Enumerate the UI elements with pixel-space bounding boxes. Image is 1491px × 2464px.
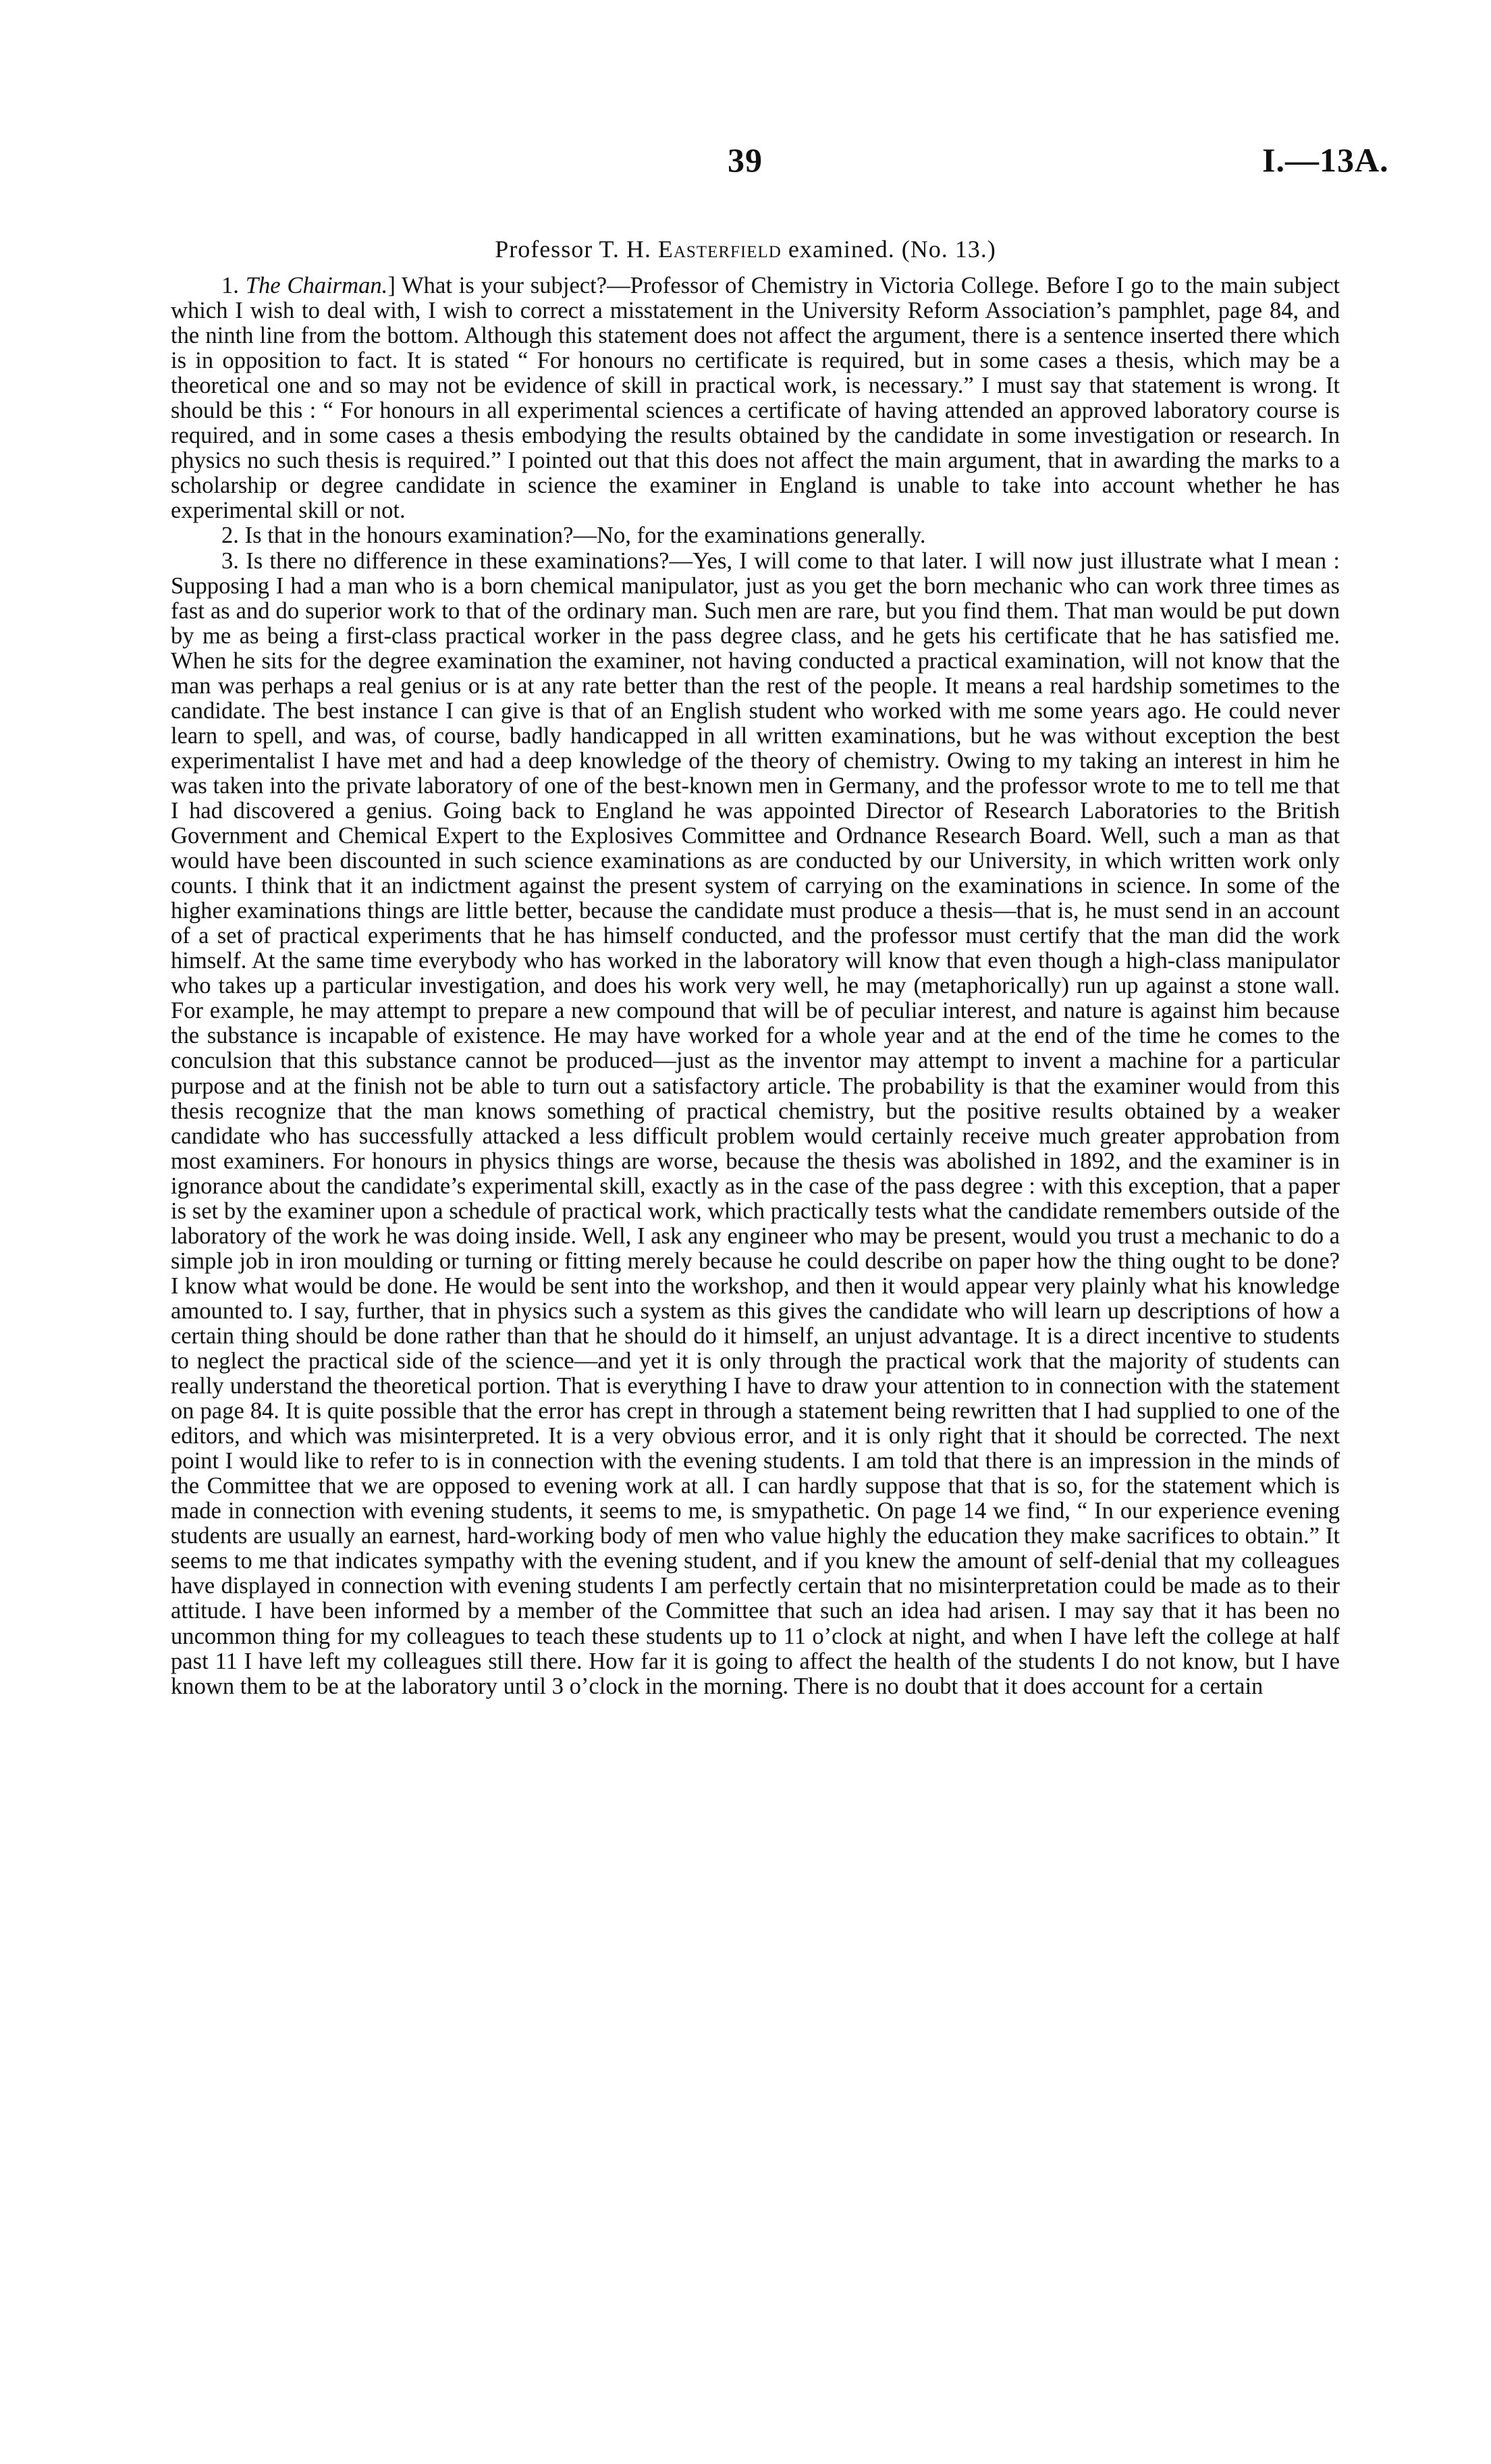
- page-header: [0, 140, 1491, 188]
- heading-prefix: Professor T. H.: [495, 236, 658, 263]
- question-1-text: ] What is your subject?—Professor of Chemistry in Victoria College. Before I go to the main subject which I wish to deal with, I wish to correct a misstatement in the University Reform Association’s pamphlet, page 84, and the ninth line from the bottom. Although this statement does not affect the argument, there is a sentence inserted there which is in opposition to fact. It is stated “ For honours no certificate is required, but in some cases a thesis, which may be a theoretical one and so may not be evidence of skill in practical work, is necessary.” I must say that statement is wrong. It should be this : “ For honours in all experimental sciences a certificate of having attended an approved laboratory course is required, and in some cases a thesis embodying the results obtained by the candidate in some investigation or research. In physics no such thesis is required.” I pointed out that this does not affect the main argument, that in awarding the marks to a scholarship or degree candidate in science the examiner in England is unable to take into account whether he has experimental skill or not.: [171, 273, 1340, 524]
- witness-heading: [0, 235, 1491, 263]
- document-reference: I.—13A.: [1262, 141, 1389, 179]
- testimony-body: [171, 273, 1340, 1699]
- question-2: 2. Is that in the honours examination?—No, for the examinations generally.: [221, 523, 926, 549]
- page-number: 39: [728, 141, 763, 179]
- question-1: [171, 273, 1340, 523]
- question-1-number: 1.: [221, 273, 246, 298]
- question-3: 3. Is there no difference in these examinations?—Yes, I will come to that later. I will now just illustrate what I mean : Supposing I had a man who is a born chemical manipulator, just as you get the born mechanic who can work three times as fast as and do superior work to that of the ordinary man. Such men are rare, but you find them. That man would be put down by me as being a first-class practical worker in the pass degree class, and he gets his certificate that he has satisfied me. When he sits for the degree examination the examiner, not having conducted a practical examination, will not know that the man was perhaps a real genius or is at any rate better than the rest of the people. It means a real hardship sometimes to the candidate. The best instance I can give is that of an English student who worked with me some years ago. He could never learn to spell, and was, of course, badly handicapped in all written examinations, but he was without exception the best experimentalist I have met and had a deep knowledge of the theory of chemistry. Owing to my taking an interest in him he was taken into the private laboratory of one of the best-known men in Germany, and the professor wrote to me to tell me that I had discovered a genius. Going back to England he was appointed Director of Research Laboratories to the British Government and Chemical Expert to the Explosives Committee and Ordnance Research Board. Well, such a man as that would have been discounted in such science examinations as are conducted by our University, in which written work only counts. I think that it an indictment against the present system of carrying on the examinations in science. In some of the higher examinations things are little better, because the candidate must produce a thesis—that is, he must send in an account of a set of practical experiments that he has himself conducted, and the professor must certify that the man did the work himself. At the same time everybody who has worked in the laboratory will know that even though a high-class manipulator who takes up a particular investigation, and does his work very well, he may (metaphorically) run up against a stone wall. For example, he may attempt to prepare a new compound that will be of peculiar interest, and nature is against him because the substance is incapable of existence. He may have worked for a whole year and at the end of the time he comes to the conculsion that this substance cannot be produced—just as the inventor may attempt to invent a machine for a particular purpose and at the finish not be able to turn out a satisfactory article. The probability is that the examiner would from this thesis recognize that the man knows something of practical chemistry, but the positive results obtained by a weaker candidate who has successfully attacked a less difficult problem would certainly receive much greater approbation from most examiners. For honours in physics things are worse, because the thesis was abolished in 1892, and the examiner is in ignorance about the candidate’s experimental skill, exactly as in the case of the pass degree : with this exception, that a paper is set by the examiner upon a schedule of practical work, which practically tests what the candidate remembers outside of the laboratory of the work he was doing inside. Well, I ask any engineer who may be present, would you trust a mechanic to do a simple job in iron moulding or turning or fitting merely because he could describe on paper how the thing ought to be done? I know what would be done. He would be sent into the workshop, and then it would appear very plainly what his knowledge amounted to. I say, further, that in physics such a system as this gives the candidate who will learn up descriptions of how a certain thing should be done rather than that he should do it himself, an unjust advantage. It is a direct incentive to students to neglect the practical side of the science—and yet it is only through the practical work that the majority of students can really understand the theoretical portion. That is everything I have to draw your attention to in connection with the statement on page 84. It is quite possible that the error has crept in through a statement being rewritten that I had supplied to one of the editors, and which was misinterpreted. It is a very obvious error, and it is only right that it should be corrected. The next point I would like to refer to is in connection with the evening students. I am told that there is an impression in the minds of the Committee that we are opposed to evening work at all. I can hardly suppose that that is so, for the statement which is made in connection with evening students, it seems to me, is smypathetic. On page 14 we find, “ In our experience evening students are usually an earnest, hard-working body of men who value highly the education they make sacrifices to obtain.” It seems to me that indicates sympathy with the evening student, and if you knew the amount of self-denial that my colleagues have displayed in connection with evening students I am perfectly certain that no misinterpretation could be made as to their attitude. I have been informed by a member of the Committee that such an idea had arisen. I may say that it has been no uncommon thing for my colleagues to teach these students up to 11 o’clock at night, and when I have left the college at half past 11 I have left my colleagues still there. How far it is going to affect the health of the students I do not know, but I have known them to be at the laboratory until 3 o’clock in the morning. There is no doubt that it does account for a certain: [171, 547, 1340, 1699]
- speaker-label: The Chairman.: [245, 273, 388, 298]
- witness-name: Easterfield: [657, 236, 782, 263]
- heading-suffix: examined. (No. 13.): [781, 236, 996, 263]
